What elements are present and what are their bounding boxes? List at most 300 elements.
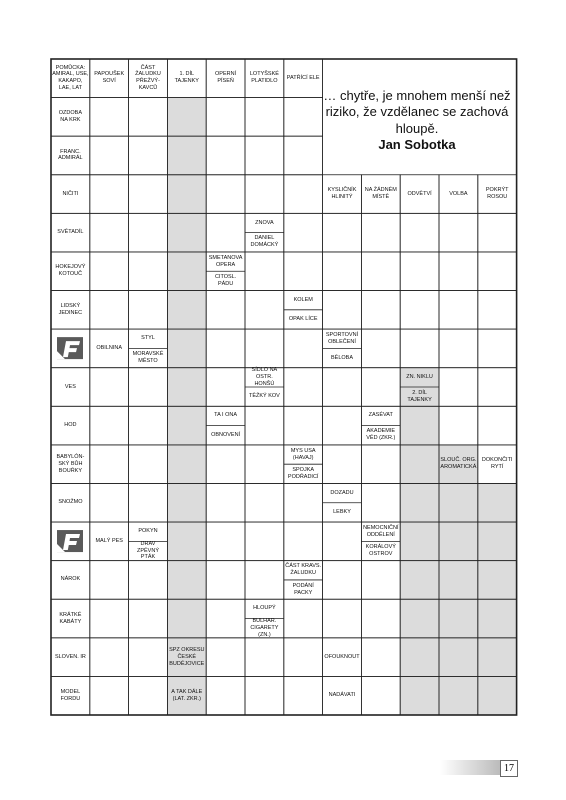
- shaded-cell: [167, 175, 206, 214]
- grid-cell[interactable]: [439, 291, 478, 330]
- grid-cell[interactable]: [284, 175, 323, 214]
- clue-text: PÁDU: [217, 280, 234, 287]
- grid-cell[interactable]: [90, 676, 129, 715]
- grid-cell[interactable]: [206, 561, 245, 600]
- grid-cell[interactable]: [206, 291, 245, 330]
- clue-text: OSTR.: [255, 373, 273, 380]
- clue-cell: [51, 252, 90, 291]
- grid-cell[interactable]: [129, 175, 168, 214]
- clue-cell: [51, 638, 90, 677]
- clue-cell: [478, 445, 517, 484]
- grid-cell[interactable]: [245, 561, 284, 600]
- clue-cell: [439, 175, 478, 214]
- grid-cell[interactable]: [478, 406, 517, 445]
- clue-text: CITOSL.: [214, 274, 237, 280]
- grid-cell[interactable]: [206, 175, 245, 214]
- grid-cell[interactable]: [361, 561, 400, 600]
- clue-text: TAJENKY: [407, 396, 432, 403]
- grid-cell[interactable]: [129, 291, 168, 330]
- clue-cell: [361, 522, 400, 541]
- clue-text: DANIEL: [254, 235, 275, 242]
- clue-cell: [51, 59, 90, 98]
- shaded-cell: [167, 483, 206, 522]
- clue-cell: [284, 310, 323, 329]
- grid-cell[interactable]: [323, 368, 362, 407]
- clue-text: NA ŽÁDNÉM: [364, 187, 397, 194]
- clue-text: KABÁTY: [59, 618, 82, 625]
- clue-cell: [361, 175, 400, 214]
- clue-text: ODDĚLENÍ: [366, 531, 395, 538]
- clue-cell: [323, 348, 362, 367]
- clue-text: DOZADU: [330, 489, 354, 496]
- grid-cell[interactable]: [129, 252, 168, 291]
- clue-cell: [129, 329, 168, 348]
- clue-text: MODEL: [60, 688, 81, 695]
- clue-text: HLOUPÝ: [253, 605, 276, 612]
- clue-text: (ZN.): [258, 631, 271, 638]
- clue-cell: [129, 348, 168, 367]
- clue-cell: [323, 638, 362, 677]
- shaded-cell: [478, 561, 517, 600]
- grid-cell[interactable]: [439, 406, 478, 445]
- clue-text: SKÝ BŮH: [58, 460, 83, 467]
- clue-text: PTÁK: [140, 554, 156, 561]
- clue-text: NIČITI: [62, 190, 79, 197]
- shaded-cell: [167, 291, 206, 330]
- clue-text: ČÁST: [140, 64, 156, 71]
- grid-cell[interactable]: [129, 638, 168, 677]
- clue-cell: [51, 213, 90, 252]
- grid-cell[interactable]: [245, 406, 284, 445]
- clue-cell: [51, 368, 90, 407]
- clue-text: AMIRAL, USE,: [52, 71, 89, 78]
- shaded-cell: [400, 676, 439, 715]
- clue-cell: [323, 483, 362, 502]
- clue-cell: [245, 233, 284, 252]
- grid-cell[interactable]: [245, 676, 284, 715]
- grid-cell[interactable]: [90, 445, 129, 484]
- grid-cell[interactable]: [206, 483, 245, 522]
- clue-cell: [400, 368, 439, 387]
- clue-cell: [206, 426, 245, 445]
- clue-cell: [323, 329, 362, 348]
- grid-cell[interactable]: [90, 483, 129, 522]
- clue-text: KAKAPO,: [58, 78, 83, 85]
- clue-cell: [51, 291, 90, 330]
- clue-cell: [245, 368, 284, 387]
- clue-cell: [245, 599, 284, 618]
- shaded-cell: [478, 522, 517, 561]
- clue-cell: [129, 541, 168, 560]
- clue-text: FORDU: [60, 695, 81, 702]
- clue-text: PATŘÍCÍ ELE: [286, 74, 320, 81]
- grid-cell[interactable]: [284, 638, 323, 677]
- grid-cell[interactable]: [206, 638, 245, 677]
- clue-text: SNOŽMO: [58, 499, 83, 506]
- grid-cell[interactable]: [478, 368, 517, 407]
- clue-text: SLOVEN. IR: [54, 653, 86, 660]
- clue-text: OZDOBA: [58, 109, 83, 116]
- grid-cell[interactable]: [284, 406, 323, 445]
- clue-text: VES: [64, 383, 76, 390]
- clue-text: NÁROK: [60, 576, 81, 583]
- grid-cell[interactable]: [206, 98, 245, 137]
- grid-cell[interactable]: [90, 406, 129, 445]
- grid-cell[interactable]: [129, 406, 168, 445]
- clue-text: DOMÁCKÝ: [250, 242, 279, 249]
- clue-text: BABYLÓN-: [56, 453, 85, 460]
- clue-text: POKYN: [138, 528, 158, 535]
- clue-cell: [51, 98, 90, 137]
- clue-cell: [284, 59, 323, 98]
- page-number: 17: [500, 760, 518, 777]
- grid-cell[interactable]: [245, 329, 284, 368]
- grid-cell[interactable]: [129, 561, 168, 600]
- clue-cell: [245, 59, 284, 98]
- clue-text: ŽALUDKU: [135, 71, 161, 78]
- grid-cell[interactable]: [361, 252, 400, 291]
- grid-cell[interactable]: [323, 599, 362, 638]
- clue-text: AROMATICKÁ: [440, 464, 477, 471]
- clue-cell: [129, 59, 168, 98]
- grid-cell[interactable]: [361, 329, 400, 368]
- shaded-cell: [167, 599, 206, 638]
- clue-text: SOVÍ: [102, 78, 116, 85]
- clue-text: OFOUKNOUT: [324, 653, 360, 660]
- clue-cell: [51, 483, 90, 522]
- clue-text: SLOUČ. ORG.: [440, 457, 477, 464]
- clue-text: MĚSTO: [138, 358, 158, 365]
- grid-cell[interactable]: [206, 676, 245, 715]
- clue-text: PŘEŽVÝ-: [136, 78, 160, 85]
- grid-cell[interactable]: [129, 483, 168, 522]
- clue-cell: [284, 445, 323, 464]
- grid-cell[interactable]: [439, 329, 478, 368]
- clue-text: PACKY: [294, 589, 313, 596]
- grid-cell[interactable]: [284, 329, 323, 368]
- grid-cell[interactable]: [90, 638, 129, 677]
- clue-text: CIGARETY: [250, 624, 279, 631]
- shaded-cell: [400, 522, 439, 561]
- grid-cell[interactable]: [245, 252, 284, 291]
- clue-text: ŽALUDKU: [290, 570, 317, 577]
- clue-text: SÍDLO NA: [251, 367, 278, 374]
- clue-text: ČESKÉ: [177, 653, 197, 660]
- clue-text: PAPOUŠEK: [94, 71, 125, 78]
- clue-text: DOKONČITI: [481, 457, 513, 464]
- clue-text: SVĚTADÍL: [57, 229, 84, 236]
- clue-cell: [51, 561, 90, 600]
- clue-text: FRANC.: [60, 148, 81, 155]
- clue-text: SMETANOVA: [208, 254, 243, 261]
- shaded-cell: [400, 483, 439, 522]
- grid-cell[interactable]: [361, 291, 400, 330]
- grid-cell[interactable]: [323, 213, 362, 252]
- clue-text: AKADEMIE: [366, 428, 395, 435]
- clue-text: DRAV: [140, 540, 156, 547]
- grid-cell[interactable]: [361, 368, 400, 407]
- clue-text: ZNOVA: [255, 219, 274, 226]
- clue-text: TAJENKY: [174, 78, 199, 85]
- clue-text: (LAT. ZKR.): [172, 695, 201, 702]
- clue-cell: [206, 271, 245, 290]
- grid-cell[interactable]: [361, 213, 400, 252]
- grid-cell[interactable]: [90, 213, 129, 252]
- clue-text: MORAVSKÉ: [132, 351, 164, 358]
- clue-text: OBLEČENÍ: [328, 338, 356, 345]
- clue-text: RYTÍ: [490, 464, 504, 471]
- grid-cell[interactable]: [439, 368, 478, 407]
- grid-cell[interactable]: [439, 213, 478, 252]
- clue-text: KAVCŮ: [138, 85, 158, 92]
- grid-cell[interactable]: [478, 252, 517, 291]
- grid-cell[interactable]: [361, 676, 400, 715]
- clue-text: OSTROV: [369, 550, 393, 557]
- clue-cell: [167, 638, 206, 677]
- clue-text: BOUŘKY: [58, 467, 83, 474]
- clue-text: 2. DÍL: [412, 389, 427, 396]
- shaded-cell: [400, 445, 439, 484]
- clue-text: SPZ OKRESU: [169, 646, 205, 653]
- clue-cell: [323, 676, 362, 715]
- clue-cell: [361, 426, 400, 445]
- shaded-cell: [167, 329, 206, 368]
- clue-cell: [51, 175, 90, 214]
- shaded-cell: [167, 213, 206, 252]
- clue-text: VOLBA: [449, 190, 468, 197]
- grid-cell[interactable]: [400, 291, 439, 330]
- grid-cell[interactable]: [245, 522, 284, 561]
- clue-cell: [90, 59, 129, 98]
- grid-cell[interactable]: [284, 599, 323, 638]
- grid-cell[interactable]: [90, 98, 129, 137]
- grid-cell[interactable]: [245, 136, 284, 175]
- grid-cell[interactable]: [206, 599, 245, 638]
- clue-text: ROSOU: [487, 194, 508, 201]
- clue-text: KOTOUČ: [58, 271, 83, 278]
- grid-cell[interactable]: [361, 483, 400, 522]
- quote-block: [322, 88, 512, 153]
- clue-text: VĚD (ZKR.): [366, 435, 396, 442]
- clue-text: OPERNÍ: [215, 71, 237, 78]
- shaded-cell: [439, 483, 478, 522]
- shaded-cell: [439, 561, 478, 600]
- grid-cell[interactable]: [361, 638, 400, 677]
- clue-cell: [284, 580, 323, 599]
- f-logo-icon: [57, 337, 83, 359]
- shaded-cell: [167, 368, 206, 407]
- grid-cell[interactable]: [206, 522, 245, 561]
- grid-cell[interactable]: [90, 561, 129, 600]
- grid-cell[interactable]: [206, 213, 245, 252]
- shaded-cell: [167, 406, 206, 445]
- grid-cell[interactable]: [284, 676, 323, 715]
- grid-cell[interactable]: [245, 638, 284, 677]
- shaded-cell: [478, 599, 517, 638]
- clue-text: PÍSEŇ: [217, 78, 234, 85]
- clue-text: 1. DÍL: [179, 71, 195, 78]
- clue-cell: [361, 406, 400, 425]
- clue-text: NA KRK: [60, 116, 81, 123]
- clue-text: POMŮCKA:: [55, 64, 86, 71]
- clue-text: LAE, LAT: [58, 85, 82, 92]
- grid-cell[interactable]: [129, 98, 168, 137]
- shaded-cell: [400, 561, 439, 600]
- grid-cell[interactable]: [323, 406, 362, 445]
- clue-text: BULHAR.: [252, 617, 277, 624]
- grid-cell[interactable]: [400, 329, 439, 368]
- clue-cell: [245, 387, 284, 406]
- grid-cell[interactable]: [323, 252, 362, 291]
- grid-cell[interactable]: [129, 445, 168, 484]
- clue-text: ZPĚVNÝ: [136, 547, 159, 554]
- grid-cell[interactable]: [245, 445, 284, 484]
- grid-cell[interactable]: [90, 368, 129, 407]
- clue-text: A TAK DÁLE: [171, 688, 203, 695]
- shaded-cell: [167, 252, 206, 291]
- clue-cell: [245, 619, 284, 638]
- clue-text: KRÁTKÉ: [59, 611, 82, 618]
- grid-cell[interactable]: [361, 445, 400, 484]
- clue-text: OBNOVENÍ: [211, 431, 241, 438]
- clue-text: MYS USA: [290, 447, 316, 454]
- grid-cell[interactable]: [323, 561, 362, 600]
- grid-cell[interactable]: [323, 522, 362, 561]
- clue-cell: [478, 175, 517, 214]
- grid-cell[interactable]: [206, 445, 245, 484]
- clue-text: KORÁLOVÝ: [365, 544, 396, 551]
- grid-cell[interactable]: [284, 213, 323, 252]
- clue-text: NEMOCNIČNÍ: [363, 524, 399, 531]
- quote-text: … chytře, je mnohem menší než riziko, že vzdělanec se zachová hloupě.: [323, 88, 511, 136]
- clue-cell: [167, 59, 206, 98]
- clue-text: MALÝ PES: [95, 537, 123, 544]
- clue-cell: [90, 522, 129, 561]
- clue-cell: [206, 59, 245, 98]
- grid-cell[interactable]: [90, 252, 129, 291]
- shaded-cell: [167, 136, 206, 175]
- shaded-cell: [167, 561, 206, 600]
- clue-cell: [51, 445, 90, 484]
- shaded-cell: [439, 599, 478, 638]
- grid-cell[interactable]: [90, 136, 129, 175]
- grid-cell[interactable]: [400, 252, 439, 291]
- grid-cell[interactable]: [90, 599, 129, 638]
- shaded-cell: [439, 522, 478, 561]
- grid-cell[interactable]: [361, 599, 400, 638]
- clue-text: OPERA: [215, 261, 236, 268]
- clue-cell: [245, 213, 284, 232]
- clue-cell: [400, 175, 439, 214]
- grid-cell[interactable]: [478, 291, 517, 330]
- quote-author: Jan Sobotka: [378, 136, 456, 152]
- grid-cell[interactable]: [245, 291, 284, 330]
- grid-cell[interactable]: [284, 368, 323, 407]
- grid-cell[interactable]: [206, 329, 245, 368]
- clue-cell: [167, 676, 206, 715]
- shaded-cell: [400, 599, 439, 638]
- grid-cell[interactable]: [129, 599, 168, 638]
- clue-text: KOLEM: [293, 296, 313, 303]
- clue-text: HOKEJOVÝ: [55, 264, 86, 271]
- shaded-cell: [400, 638, 439, 677]
- grid-cell[interactable]: [90, 175, 129, 214]
- grid-cell[interactable]: [245, 483, 284, 522]
- clue-text: TĚŽKÝ KOV: [248, 393, 280, 400]
- clue-text: LIDSKÝ: [60, 302, 81, 309]
- clue-text: PODŘADICÍ: [287, 473, 319, 480]
- clue-text: POKRÝT: [485, 187, 509, 194]
- grid-cell[interactable]: [478, 329, 517, 368]
- clue-cell: [51, 406, 90, 445]
- grid-cell[interactable]: [129, 136, 168, 175]
- grid-cell[interactable]: [245, 98, 284, 137]
- shaded-cell: [167, 445, 206, 484]
- shaded-cell: [167, 522, 206, 561]
- clue-text: ADMIRÁL: [58, 155, 83, 162]
- page-number-bar: [440, 760, 500, 775]
- grid-cell[interactable]: [245, 175, 284, 214]
- clue-text: ČÁST KRAVS.: [285, 563, 322, 570]
- clue-text: HLINITÝ: [331, 194, 353, 201]
- grid-cell[interactable]: [129, 213, 168, 252]
- clue-cell: [51, 136, 90, 175]
- shaded-cell: [439, 638, 478, 677]
- grid-cell[interactable]: [284, 98, 323, 137]
- grid-cell[interactable]: [284, 252, 323, 291]
- grid-cell[interactable]: [129, 368, 168, 407]
- grid-cell[interactable]: [90, 291, 129, 330]
- shaded-cell: [167, 98, 206, 137]
- grid-cell[interactable]: [284, 483, 323, 522]
- clue-text: OBILNINA: [96, 344, 123, 351]
- grid-cell[interactable]: [284, 522, 323, 561]
- shaded-cell: [478, 676, 517, 715]
- clue-cell: [284, 561, 323, 580]
- grid-cell[interactable]: [439, 252, 478, 291]
- clue-text: NADÁVATI: [328, 692, 356, 699]
- clue-text: HONŠÚ: [254, 380, 275, 387]
- clue-cell: [90, 329, 129, 368]
- shaded-cell: [478, 483, 517, 522]
- clue-text: OPAK LÍCE: [288, 316, 318, 323]
- clue-text: KYSLIČNÍK: [327, 187, 357, 194]
- grid-cell[interactable]: [129, 676, 168, 715]
- clue-cell: [323, 175, 362, 214]
- clue-cell: [361, 541, 400, 560]
- clue-cell: [129, 522, 168, 541]
- grid-cell[interactable]: [323, 445, 362, 484]
- clue-text: JEDINEC: [58, 309, 83, 316]
- clue-text: ODVĚTVÍ: [407, 190, 432, 197]
- grid-cell[interactable]: [478, 213, 517, 252]
- grid-cell[interactable]: [206, 136, 245, 175]
- clue-cell: [51, 676, 90, 715]
- clue-cell: [206, 252, 245, 271]
- shaded-cell: [478, 638, 517, 677]
- grid-cell[interactable]: [400, 213, 439, 252]
- clue-text: ZASÉVAT: [368, 412, 393, 419]
- clue-text: PODÁNÍ: [292, 582, 314, 589]
- grid-cell[interactable]: [323, 291, 362, 330]
- clue-text: (HAVAJ): [292, 454, 314, 461]
- grid-cell[interactable]: [206, 368, 245, 407]
- clue-text: HOD: [64, 422, 77, 429]
- shaded-cell: [439, 676, 478, 715]
- grid-cell[interactable]: [284, 136, 323, 175]
- clue-cell: [51, 599, 90, 638]
- clue-text: TA I ONA: [214, 412, 237, 419]
